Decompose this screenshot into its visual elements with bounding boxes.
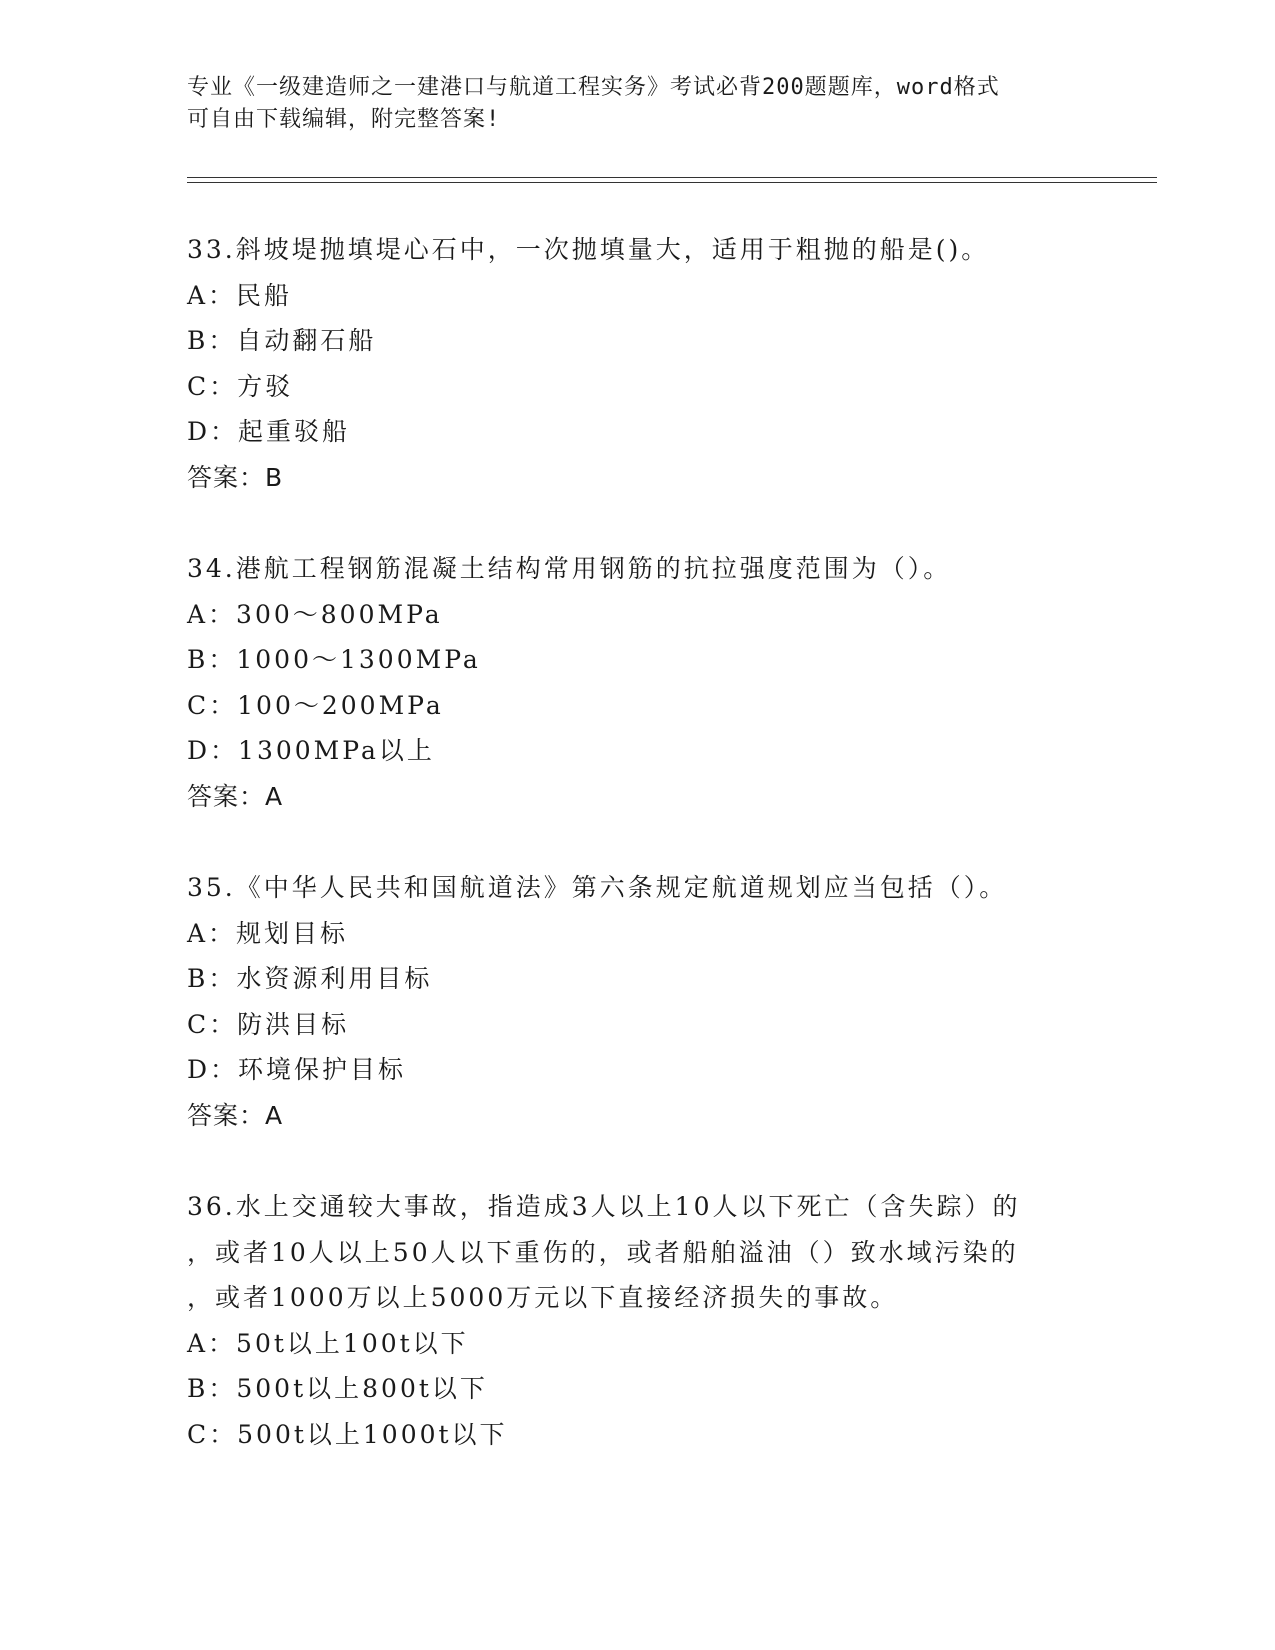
option-b: B：1000～1300MPa [187, 645, 481, 674]
header-rule-top [187, 177, 1157, 178]
option-d: D：环境保护目标 [187, 1055, 407, 1084]
question-34 [187, 546, 1087, 819]
option-a: A：民船 [187, 280, 293, 310]
option-a: A：300～800MPa [187, 599, 443, 629]
question-stem: 34.港航工程钢筋混凝土结构常用钢筋的抗拉强度范围为（）。 [187, 554, 952, 583]
answer: 答案：B [187, 462, 284, 492]
answer: 答案：A [187, 781, 284, 811]
option-d: D：起重驳船 [187, 417, 351, 446]
header-rule-bottom [187, 182, 1157, 183]
option-b: B：500t以上800t以下 [187, 1374, 488, 1403]
option-c: C：100～200MPa [187, 690, 444, 720]
option-a: A：50t以上100t以下 [187, 1328, 469, 1358]
option-b: B：水资源利用目标 [187, 964, 433, 993]
document-header [187, 72, 1087, 136]
option-c: C：防洪目标 [187, 1009, 350, 1039]
option-a: A：规划目标 [187, 918, 349, 948]
option-c: C：方驳 [187, 371, 294, 401]
option-d: D：1300MPa以上 [187, 736, 435, 765]
answer: 答案：A [187, 1100, 284, 1130]
question-stem: 33.斜坡堤抛填堤心石中，一次抛填量大，适用于粗抛的船是()。 [187, 235, 990, 264]
question-stem-line-1: 36.水上交通较大事故，指造成3人以上10人以下死亡（含失踪）的 [187, 1192, 1021, 1221]
option-b: B：自动翻石船 [187, 326, 377, 355]
question-36 [187, 1184, 1087, 1457]
option-c: C：500t以上1000t以下 [187, 1419, 508, 1449]
question-stem-line-2: ，或者10人以上50人以下重伤的，或者船舶溢油（）致水域污染的 [187, 1237, 1019, 1267]
question-stem-line-3: ，或者1000万以上5000万元以下直接经济损失的事故。 [187, 1283, 899, 1312]
question-33 [187, 227, 1087, 500]
question-stem: 35.《中华人民共和国航道法》第六条规定航道规划应当包括（）。 [187, 873, 1008, 902]
header-line-1: 专业《一级建造师之一建港口与航道工程实务》考试必背200题题库，word格式 [187, 75, 1000, 100]
header-line-2: 可自由下载编辑，附完整答案! [187, 107, 501, 132]
question-35 [187, 865, 1087, 1138]
question-list [187, 227, 1087, 1503]
